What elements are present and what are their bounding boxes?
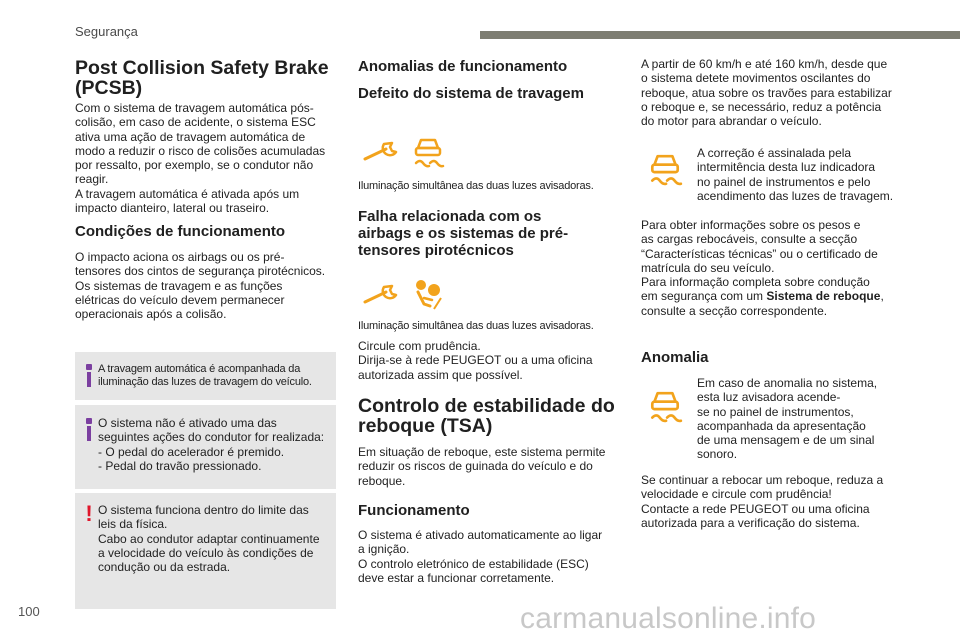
correction-text: [697, 146, 893, 203]
text-line: velocidade e circule com prudência!: [641, 487, 832, 502]
tsa-title-line2: reboque (TSA): [358, 415, 493, 437]
text-fragment: ,: [880, 289, 884, 304]
anomalia-final-text: [641, 473, 883, 530]
text-line: Dirija-se à rede PEUGEOT ou a uma oficina: [358, 353, 593, 368]
airbag-person-icon: [412, 278, 446, 312]
trailer-stability-icon: [647, 389, 683, 425]
text-line: reagir.: [75, 172, 109, 187]
text-line: Com o sistema de travagem automática pós-: [75, 101, 314, 115]
text-line: de uma mensagem e de um sinal: [697, 433, 875, 448]
text-line: Se continuar a rebocar um reboque, reduza a: [641, 473, 884, 487]
caption-falha: Iluminação simultânea das duas luzes avisadoras.: [358, 320, 594, 332]
wrench-icon: [362, 283, 402, 307]
watermark: carmanualsonline.info: [520, 602, 817, 635]
warning-box-text: [98, 503, 320, 574]
text-line: acendimento das luzes de travagem.: [697, 188, 894, 203]
text-line: do motor para abrandar o veículo.: [641, 114, 822, 129]
text-line: A travagem automática é ativada após um: [75, 186, 300, 201]
info-box-text: [98, 363, 312, 389]
text-line: O sistema não é ativado uma das: [98, 416, 277, 430]
text-line: condução ou da estrada.: [98, 560, 231, 575]
anomalia-heading: Anomalia: [641, 349, 709, 366]
info-icon: [86, 418, 92, 441]
text-line: matrícula do seu veículo.: [641, 260, 775, 275]
text-line: as cargas rebocáveis, consulte a secção: [641, 232, 858, 247]
text-fragment: em segurança com um: [641, 289, 767, 304]
text-line: reboque, atua sobre os travões para estabilizar: [641, 85, 892, 100]
warning-icon: !: [85, 501, 93, 526]
text-line: intermitência desta luz indicadora: [697, 160, 876, 175]
text-line: Em situação de reboque, este sistema permite: [358, 445, 606, 459]
towing-system-link-text: Sistema de reboque: [766, 289, 881, 304]
text-line: O sistema funciona dentro do limite das: [98, 503, 309, 517]
text-line: se no painel de instrumentos,: [697, 404, 854, 419]
text-line: Para informação completa sobre condução: [641, 275, 870, 290]
text-line: a ignição.: [358, 542, 410, 557]
text-line: A correção é assinalada pela: [697, 146, 852, 160]
text-line: autorizada assim que possível.: [358, 367, 523, 382]
info-box-brake-lights: [75, 352, 336, 400]
text-line: Em caso de anomalia no sistema,: [697, 376, 878, 390]
page-number: 100: [18, 604, 40, 619]
text-line: - Pedal do travão pressionado.: [98, 458, 262, 473]
info-box-deactivation: [75, 405, 336, 489]
tsa-speed-text: [641, 57, 892, 128]
text-line: Cabo ao condutor adaptar continuamente: [98, 531, 320, 546]
defeito-heading: Defeito do sistema de travagem: [358, 85, 584, 102]
text-line: elétricas do veículo devem permanecer: [75, 292, 285, 307]
text-line: impacto dianteiro, lateral ou traseiro.: [75, 201, 270, 216]
section-label: Segurança: [75, 24, 138, 39]
pcsb-intro: [75, 101, 325, 215]
text-line: O controlo eletrónico de estabilidade (ESC): [358, 556, 589, 571]
text-line: no painel de instrumentos e pelo: [697, 174, 871, 189]
text-line: reboque.: [358, 473, 406, 488]
text-line: colisão, em caso de acidente, o sistema ESC: [75, 115, 316, 130]
text-line: seguintes ações do condutor for realizada:: [98, 430, 325, 445]
text-line: deve estar a funcionar corretamente.: [358, 570, 555, 585]
tsa-title-line1: Controlo de estabilidade do: [358, 395, 615, 417]
text-line: o reboque e, se necessário, reduz a potência: [641, 99, 882, 114]
text-line: a velocidade do veículo às condições de: [98, 545, 314, 560]
text-line: Para obter informações sobre os pesos e: [641, 218, 861, 232]
falha-heading-line: tensores pirotécnicos: [358, 242, 514, 259]
text-line: iluminação das luzes de travagem do veículo.: [98, 376, 312, 388]
text-line: modo a reduzir o risco de colisões acumuladas: [75, 143, 326, 158]
text-line: tensores dos cintos de segurança pirotécnicos.: [75, 264, 326, 279]
text-line: Circule com prudência.: [358, 339, 481, 353]
text-line: reduzir os riscos de guinada do veículo e do: [358, 459, 593, 474]
text-line: o sistema detete movimentos oscilantes do: [641, 71, 871, 86]
text-line: Os sistemas de travagem e as funções: [75, 278, 283, 293]
funcionamento-text: [358, 528, 602, 585]
text-line: acompanhada da apresentação: [697, 418, 866, 433]
text-line: A travagem automática é acompanhada da: [98, 363, 301, 375]
text-line: por ressalto, por exemplo, se o condutor não: [75, 158, 314, 173]
text-line: esta luz avisadora acende-: [697, 390, 841, 405]
header-bar: [480, 31, 960, 39]
text-line: autorizada para a verificação do sistema.: [641, 515, 860, 530]
esc-skid-icon: [647, 152, 683, 188]
anomalias-heading: Anomalias de funcionamento: [358, 58, 568, 75]
text-line: sonoro.: [697, 447, 738, 462]
conditions-text: [75, 250, 325, 321]
text-line: Contacte a rede PEUGEOT ou uma oficina: [641, 501, 870, 516]
wrench-icon: [362, 140, 402, 164]
text-line: ativa uma ação de travagem automática de: [75, 129, 306, 144]
text-line: leis da física.: [98, 517, 168, 532]
text-line: A partir de 60 km/h e até 160 km/h, desde que: [641, 57, 888, 71]
falha-heading-line: airbags e os sistemas de pré-: [358, 225, 569, 242]
text-line: O sistema é ativado automaticamente ao ligar: [358, 528, 603, 542]
anomalia-text: [697, 376, 877, 462]
funcionamento-heading: Funcionamento: [358, 502, 470, 519]
caption-defeito: Iluminação simultânea das duas luzes avisadoras.: [358, 180, 594, 192]
text-line: O impacto aciona os airbags ou os pré-: [75, 250, 285, 264]
conditions-heading: Condições de funcionamento: [75, 223, 286, 240]
info-box-text: [98, 416, 324, 473]
falha-heading: [358, 208, 568, 259]
pcsb-title-line1: Post Collision Safety Brake: [75, 57, 329, 79]
tsa-title: [358, 396, 615, 436]
text-line: operacionais após a colisão.: [75, 307, 227, 322]
info-icon: [86, 364, 92, 387]
falha-heading-line: Falha relacionada com os: [358, 208, 542, 225]
esc-skid-icon: [411, 136, 445, 170]
weights-text: [641, 218, 884, 318]
text-line: - O pedal do acelerador é premido.: [98, 444, 285, 459]
text-line: consulte a secção correspondente.: [641, 303, 828, 318]
pcsb-title: [75, 58, 329, 98]
falha-instructions: [358, 339, 593, 382]
text-line: “Características técnicas” ou o certificado de: [641, 246, 878, 261]
pcsb-title-line2: (PCSB): [75, 77, 143, 99]
tsa-text: [358, 445, 605, 488]
text-line: [641, 289, 884, 303]
warning-box-physics: [75, 493, 336, 609]
